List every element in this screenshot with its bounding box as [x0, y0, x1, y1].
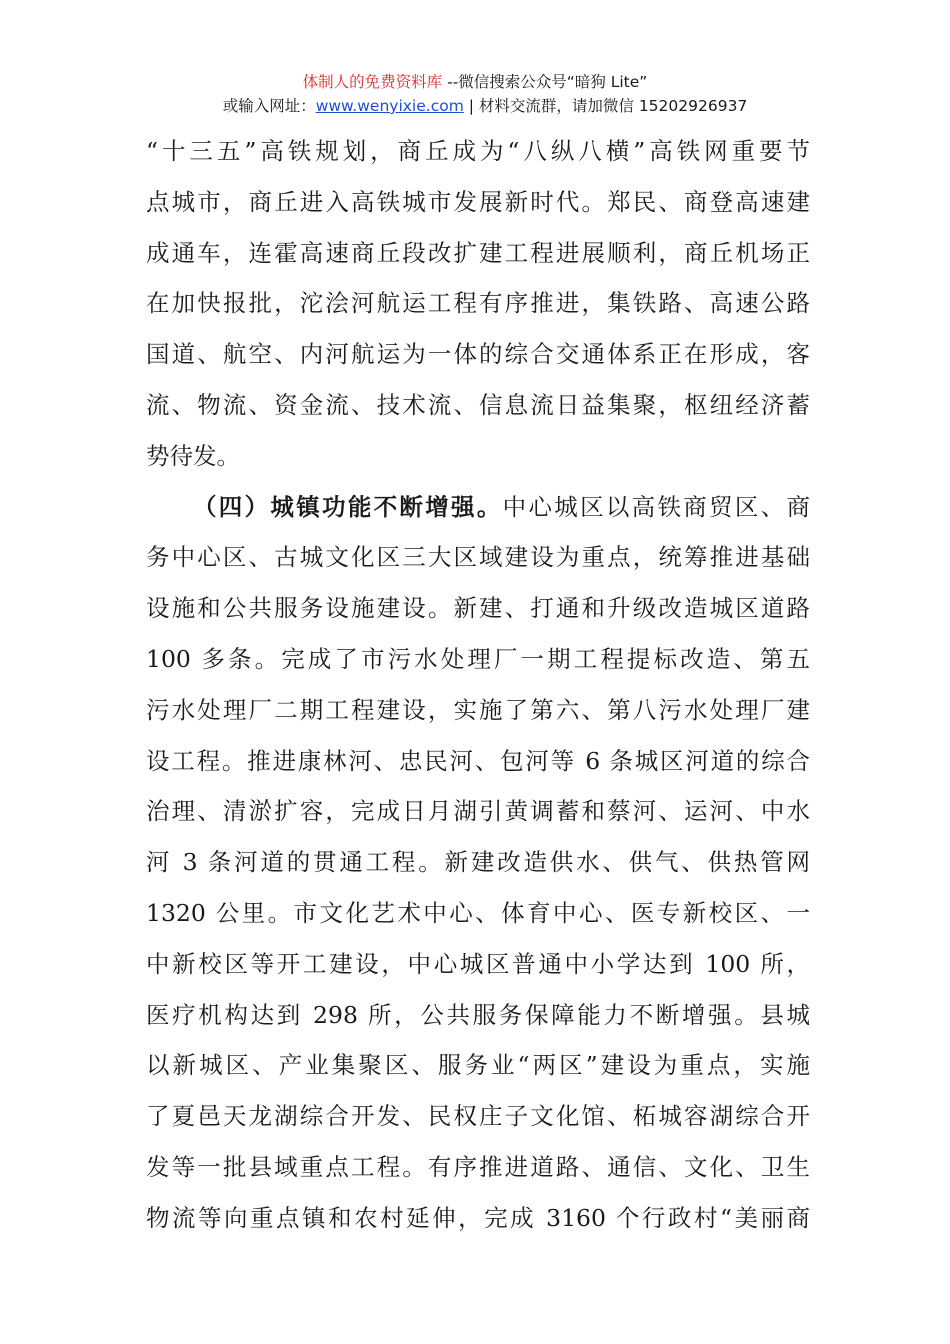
text-line: 发等一批县域重点工程。有序推进道路、通信、文化、卫生	[146, 1152, 810, 1181]
header-line-2	[0, 94, 950, 118]
paragraph-transport	[146, 126, 810, 482]
text-line: 点城市，商丘进入高铁城市发展新时代。郑民、商登高速建	[146, 187, 810, 216]
header-brand: 体制人的免费资料库	[302, 73, 443, 91]
header-line-1	[0, 70, 950, 94]
watermark-header	[0, 70, 950, 118]
paragraph-urban-functions	[146, 482, 810, 1244]
header-url-prefix: 或输入网址：	[222, 97, 316, 115]
text-line: 在加快报批，沱浍河航运工程有序推进，集铁路、高速公路	[146, 289, 810, 318]
text-line: 医疗机构达到 298 所，公共服务保障能力不断增强。县城	[146, 1000, 810, 1029]
text-line: 以新城区、产业集聚区、服务业“两区”建设为重点，实施	[146, 1051, 810, 1080]
text-line: 势待发。	[146, 441, 240, 470]
header-url-link[interactable]: www.wenyixie.com	[315, 97, 464, 115]
text-line: 物流等向重点镇和农村延伸，完成 3160 个行政村“美丽商	[146, 1203, 810, 1232]
text-line: 1320 公里。市文化艺术中心、体育中心、医专新校区、一	[146, 898, 810, 927]
paragraph-first-line	[146, 482, 810, 533]
text-line: “十三五”高铁规划，商丘成为“八纵八横”高铁网重要节	[146, 137, 810, 165]
text-line: 中新校区等开工建设，中心城区普通中小学达到 100 所，	[146, 949, 810, 978]
text-line: 治理、清淤扩容，完成日月湖引黄调蓄和蔡河、运河、中水	[146, 797, 810, 826]
text-line: 100 多条。完成了市污水处理厂一期工程提标改造、第五	[146, 644, 810, 673]
text-line: 污水处理厂二期工程建设，实施了第六、第八污水处理厂建	[146, 695, 810, 724]
text-line: 了夏邑天龙湖综合开发、民权庄子文化馆、柘城容湖综合开	[146, 1102, 810, 1131]
document-body	[146, 126, 810, 1244]
section-heading: （四）城镇功能不断增强。	[193, 492, 503, 521]
text-line: 流、物流、资金流、技术流、信息流日益集聚，枢纽经济蓄	[146, 390, 810, 419]
text-line: 设工程。推进康林河、忠民河、包河等 6 条城区河道的综合	[146, 746, 810, 775]
text-line: 国道、航空、内河航运为一体的综合交通体系正在形成，客	[146, 340, 810, 369]
text-line: 河 3 条河道的贯通工程。新建改造供水、供气、供热管网	[146, 848, 810, 877]
first-line-text: 中心城区以高铁商贸区、商	[502, 492, 811, 521]
header-tagline: --微信搜索公众号“暗狗 Lite”	[442, 73, 648, 91]
text-line: 设施和公共服务设施建设。新建、打通和升级改造城区道路	[146, 594, 810, 623]
text-line: 成通车，连霍高速商丘段改扩建工程进展顺利，商丘机场正	[146, 238, 810, 267]
text-line: 务中心区、古城文化区三大区域建设为重点，统筹推进基础	[146, 543, 810, 572]
header-contact: | 材料交流群，请加微信 15202926937	[463, 97, 748, 115]
